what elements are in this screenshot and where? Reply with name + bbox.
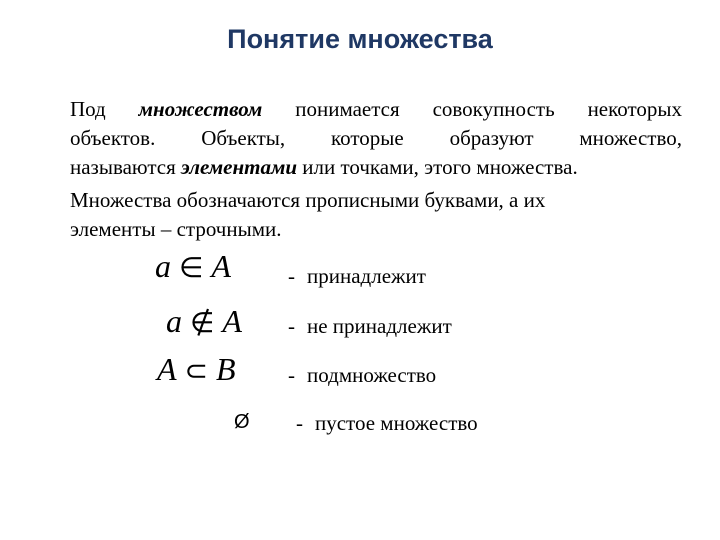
notation-paragraph: [70, 186, 682, 244]
dash: -: [288, 363, 295, 387]
desc-subset: [288, 363, 436, 388]
definition-line-3: [70, 153, 682, 182]
page-title: Понятие множества: [227, 24, 493, 54]
formula-subset: [157, 351, 236, 388]
formula-left: a: [166, 303, 182, 339]
dash: -: [288, 264, 295, 288]
desc-text: подмножество: [307, 363, 437, 387]
dash: -: [296, 411, 303, 435]
desc-empty-set: [296, 411, 478, 436]
term-set: множеством: [138, 97, 263, 121]
formula-left: a: [155, 248, 171, 284]
desc-belongs: [288, 264, 426, 289]
element-of-symbol: ∈: [179, 253, 204, 284]
empty-set-symbol: Ø: [234, 411, 250, 433]
not-element-of-symbol: ∉: [190, 308, 215, 339]
formula-left: A: [157, 351, 177, 387]
term-elements: элементами: [181, 155, 298, 179]
text-fragment: Под: [70, 97, 139, 121]
formula-belongs: [155, 248, 231, 285]
desc-text: не принадлежит: [307, 314, 452, 338]
desc-not-belongs: [288, 314, 452, 339]
text-fragment: или точками, этого множества.: [297, 155, 578, 179]
definition-paragraph: [70, 95, 682, 182]
text-fragment: называются: [70, 155, 181, 179]
definition-line-1: [70, 95, 682, 124]
notation-line-1: Множества обозначаются прописными буквами, а их: [70, 188, 546, 212]
desc-text: принадлежит: [307, 264, 426, 288]
dash: -: [288, 314, 295, 338]
formula-right: A: [222, 303, 242, 339]
text-fragment: понимается совокупность некоторых: [262, 97, 682, 121]
notation-line-2: элементы – строчными.: [70, 217, 282, 241]
subset-symbol: ⊂: [184, 356, 209, 387]
formula-right: A: [211, 248, 231, 284]
formula-right: B: [216, 351, 236, 387]
definition-line-2: объектов. Объекты, которые образуют множество,: [70, 126, 682, 150]
formula-not-belongs: [166, 303, 242, 340]
desc-text: пустое множество: [315, 411, 478, 435]
